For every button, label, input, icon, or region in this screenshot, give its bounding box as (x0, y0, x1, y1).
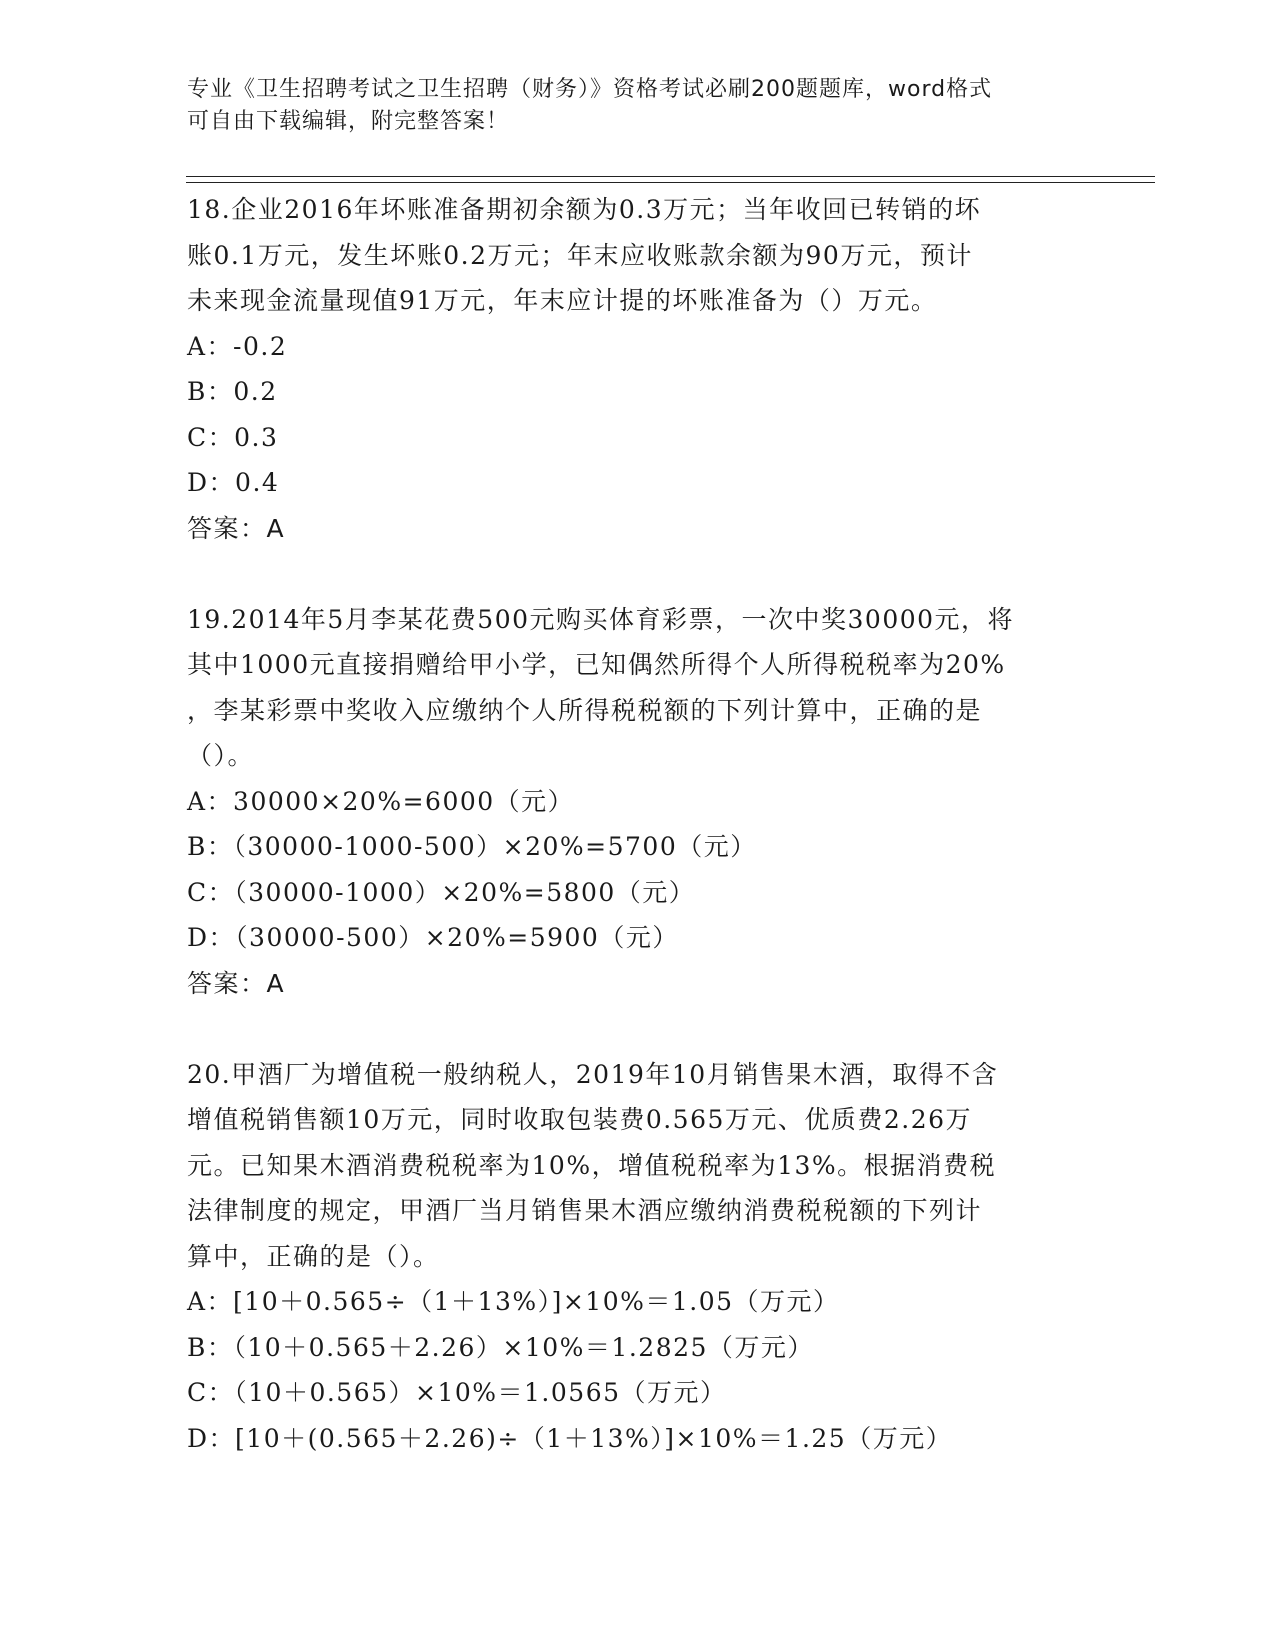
question-18 (187, 187, 1087, 551)
option-d: D：0.4 (187, 468, 280, 497)
question-text-line: 19.2014年5月李某花费500元购买体育彩票，一次中奖30000元，将 (187, 604, 1015, 634)
question-text-line: 增值税销售额10万元，同时收取包装费0.565万元、优质费2.26万 (187, 1105, 973, 1134)
option-a: A：-0.2 (187, 331, 288, 361)
question-text-line: 其中1000元直接捐赠给甲小学，已知偶然所得个人所得税税率为20% (187, 650, 1006, 679)
answer-line: 答案：A (187, 513, 286, 543)
document-header (187, 74, 1067, 138)
option-c: C：（30000-1000）×20%=5800（元） (187, 877, 696, 907)
option-d: D：[10＋(0.565＋2.26)÷（1＋13%）]×10%＝1.25（万元） (187, 1423, 953, 1453)
option-a: A：[10＋0.565÷（1＋13%）]×10%＝1.05（万元） (187, 1287, 840, 1316)
question-spacer (187, 1006, 1087, 1052)
question-text-line: 18.企业2016年坏账准备期初余额为0.3万元；当年收回已转销的坏 (187, 195, 982, 224)
option-d: D：（30000-500）×20%=5900（元） (187, 923, 679, 952)
question-20 (187, 1052, 1087, 1462)
question-text-line: 算中，正确的是（）。 (187, 1241, 440, 1271)
question-text-line: 元。已知果木酒消费税税率为10%，增值税税率为13%。根据消费税 (187, 1150, 997, 1180)
option-b: B：（10＋0.565＋2.26）×10%＝1.2825（万元） (187, 1332, 814, 1362)
header-divider-top (186, 176, 1155, 177)
option-c: C：0.3 (187, 422, 279, 452)
question-19 (187, 597, 1087, 1007)
option-b: B：（30000-1000-500）×20%=5700（元） (187, 832, 757, 861)
question-text-line: （）。 (187, 741, 255, 770)
header-divider-bottom (186, 182, 1155, 183)
question-list (187, 187, 1087, 1461)
answer-line: 答案：A (187, 968, 286, 998)
question-text-line: 未来现金流量现值91万元，年末应计提的坏账准备为（）万元。 (187, 286, 938, 315)
question-text-line: 20.甲酒厂为增值税一般纳税人，2019年10月销售果木酒，取得不含 (187, 1059, 999, 1089)
question-spacer (187, 551, 1087, 597)
option-a: A：30000×20%=6000（元） (187, 786, 575, 816)
question-text-line: 法律制度的规定，甲酒厂当月销售果木酒应缴纳消费税税额的下列计 (187, 1196, 983, 1225)
question-text-line: 账0.1万元，发生坏账0.2万元；年末应收账款余额为90万元，预计 (187, 240, 973, 270)
option-b: B：0.2 (187, 377, 278, 406)
header-title-line-1: 专业《卫生招聘考试之卫生招聘（财务）》资格考试必刷200题题库，word格式 (187, 77, 993, 102)
question-text-line: ，李某彩票中奖收入应缴纳个人所得税税额的下列计算中，正确的是 (187, 695, 983, 725)
option-c: C：（10＋0.565）×10%＝1.0565（万元） (187, 1378, 727, 1407)
header-title-line-2: 可自由下载编辑，附完整答案！ (187, 109, 510, 134)
